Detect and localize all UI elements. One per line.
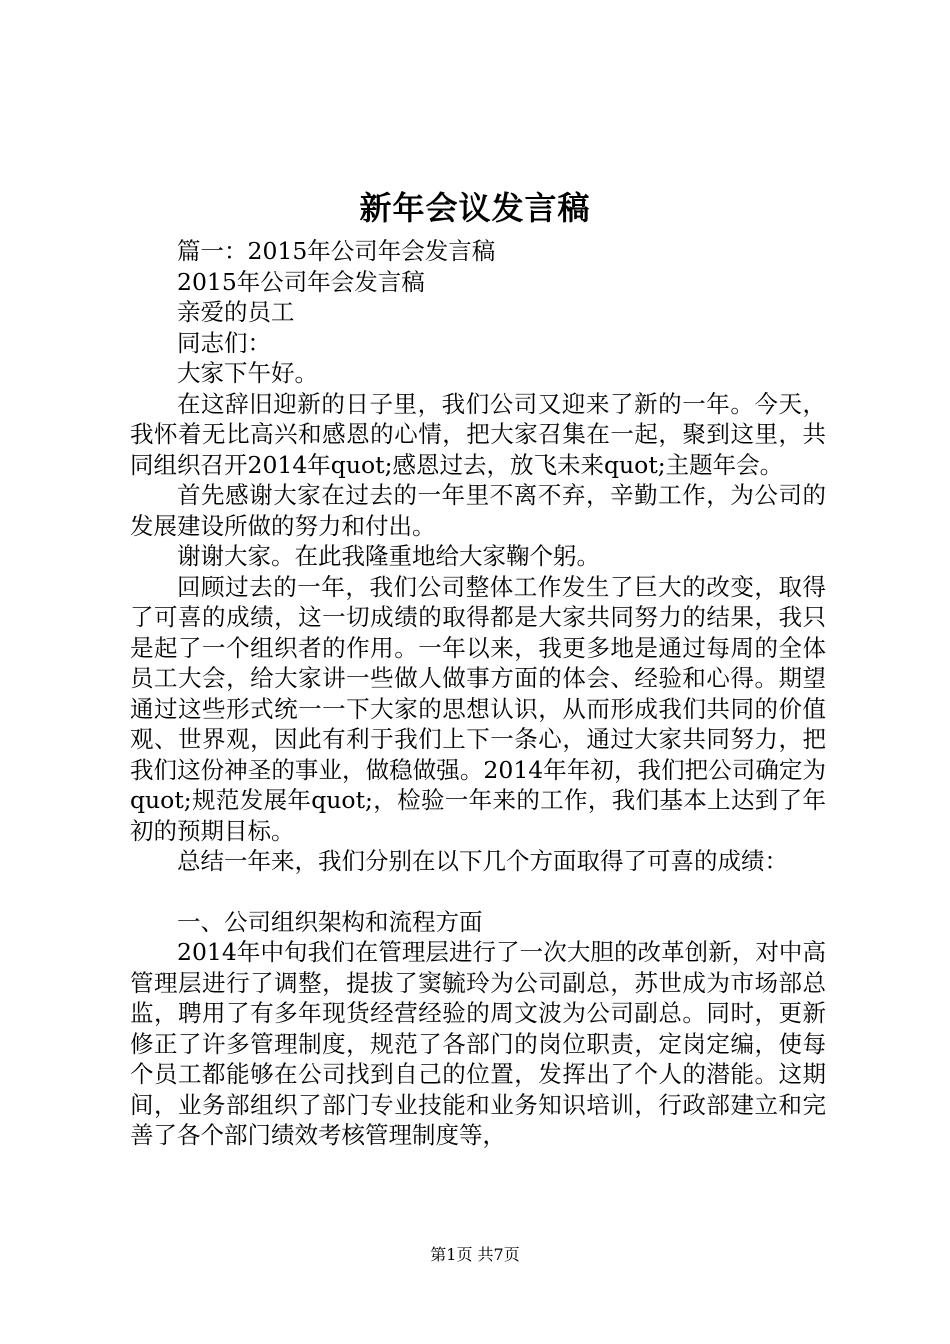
paragraph-heading-part-one: 篇一：2015年公司年会发言稿: [177, 237, 496, 265]
paragraph-greeting: 大家下午好。: [177, 359, 318, 387]
paragraph-opening: 在这辞旧迎新的日子里，我们公司又迎来了新的一年。今天，我怀着无比高兴和感恩的心情，把大家召集在一起，聚到这里，共同组织召开2014年quot;感恩过去，放飞未来quot;主题年会。: [130, 389, 826, 479]
paragraph-organization: 2014年中旬我们在管理层进行了一次大胆的改革创新，对中高管理层进行了调整，提拔了窦毓玲为公司副总，苏世成为市场部总监，聘用了有多年现货经营经验的周文波为公司副总。同时，更新修正了许多管理制度，规范了各部门的岗位职责，定岗定编，使每个员工都能够在公司找到自己的位置，发挥出了个人的潜能。这期间，业务部组织了部门专业技能和业务知识培训，行政部建立和完善了各个部门绩效考核管理制度等，: [130, 938, 826, 1149]
paragraph-review: 回顾过去的一年，我们公司整体工作发生了巨大的改变，取得了可喜的成绩，这一切成绩的取得都是大家共同努力的结果，我只是起了一个组织者的作用。一年以来，我更多地是通过每周的全体员工大会，给大家讲一些做人做事方面的体会、经验和心得。期望通过这些形式统一一下大家的思想认识，从而形成我们共同的价值观、世界观，因此有利于我们上下一条心，通过大家共同努力，把我们这份神圣的事业，做稳做强。2014年年初，我们把公司确定为quot;规范发展年quot;，检验一年来的工作，我们基本上达到了年初的预期目标。: [130, 572, 826, 845]
paragraph-bow: 谢谢大家。在此我隆重地给大家鞠个躬。: [177, 542, 600, 570]
paragraph-salutation-staff: 亲爱的员工: [177, 298, 295, 326]
document-title: 新年会议发言稿: [359, 189, 591, 227]
paragraph-salutation-comrades: 同志们：: [177, 328, 271, 357]
paragraph-summary-intro: 总结一年来，我们分别在以下几个方面取得了可喜的成绩：: [177, 847, 788, 875]
document-body: [130, 236, 826, 1151]
section-heading-organization: 一、公司组织架构和流程方面: [177, 907, 483, 936]
paragraph-speech-title: 2015年公司年会发言稿: [177, 267, 425, 296]
page-number: 第1页 共7页: [430, 1245, 520, 1264]
paragraph-thanks: 首先感谢大家在过去的一年里不离不弃，辛勤工作，为公司的发展建设所做的努力和付出。: [130, 481, 826, 540]
